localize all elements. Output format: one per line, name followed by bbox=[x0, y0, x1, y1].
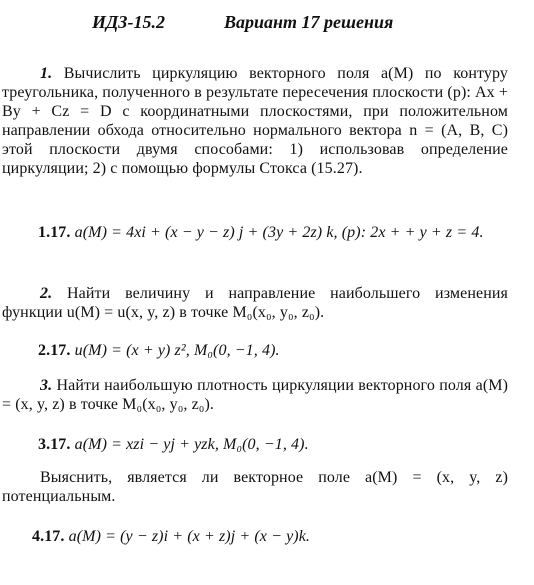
task-3 bbox=[2, 376, 508, 414]
assignment-code: ИДЗ-15.2 bbox=[92, 12, 165, 32]
task-2 bbox=[2, 284, 508, 322]
variant-title: Вариант 17 решения bbox=[224, 12, 394, 32]
answer-4-formula: a(M) = (y − z)i + (x + z)j + (x − y)k. bbox=[68, 528, 310, 545]
answer-2 bbox=[38, 341, 508, 360]
answer-3-formula: a(M) = xzi − yj + yzk, M₀(0, −1, 4). bbox=[74, 436, 309, 453]
task-2-number: 2. bbox=[40, 285, 53, 302]
answer-2-label: 2.17. bbox=[38, 342, 71, 359]
answer-4-label: 4.17. bbox=[32, 528, 65, 545]
answer-3-label: 3.17. bbox=[38, 436, 71, 453]
answer-1-formula: a(M) = 4xi + (x − y − z) j + (3y + 2z) k, (p): 2x + + y + z = 4. bbox=[74, 224, 484, 241]
answer-4 bbox=[32, 527, 508, 546]
task-3-text: Найти наибольшую плотность циркуляции векторного поля a(M) = (x, y, z) в точке M₀(x₀, y₀, z₀). bbox=[2, 377, 508, 413]
task-2-text: Найти величину и направление наибольшего изменения функции u(M) = u(x, y, z) в точке M₀(x₀, y₀, z₀). bbox=[2, 285, 508, 321]
page-header bbox=[0, 10, 534, 36]
task-1-number: 1. bbox=[40, 65, 53, 82]
task-4 bbox=[2, 468, 508, 506]
task-1-text: Вычислить циркуляцию векторного поля a(M) по контуру треугольника, полученного в результате пересечения плоскости (p): Ax + By + Cz = D с координатными плоскостями, при положительном направлении обхода относительно нормального вектора n = (A, B, C) этой плоскости двумя способами: 1) использовав определение циркуляции; 2) с помощью формулы Стокса (15.27). bbox=[2, 65, 508, 177]
answer-3 bbox=[38, 435, 508, 454]
task-1 bbox=[2, 64, 508, 178]
task-4-text: Выяснить, является ли векторное поле a(M) = (x, y, z) потенциальным. bbox=[2, 469, 508, 505]
answer-1 bbox=[38, 223, 508, 242]
task-3-number: 3. bbox=[40, 377, 53, 394]
answer-1-label: 1.17. bbox=[38, 224, 71, 241]
answer-2-formula: u(M) = (x + y) z², M₀(0, −1, 4). bbox=[74, 342, 280, 359]
